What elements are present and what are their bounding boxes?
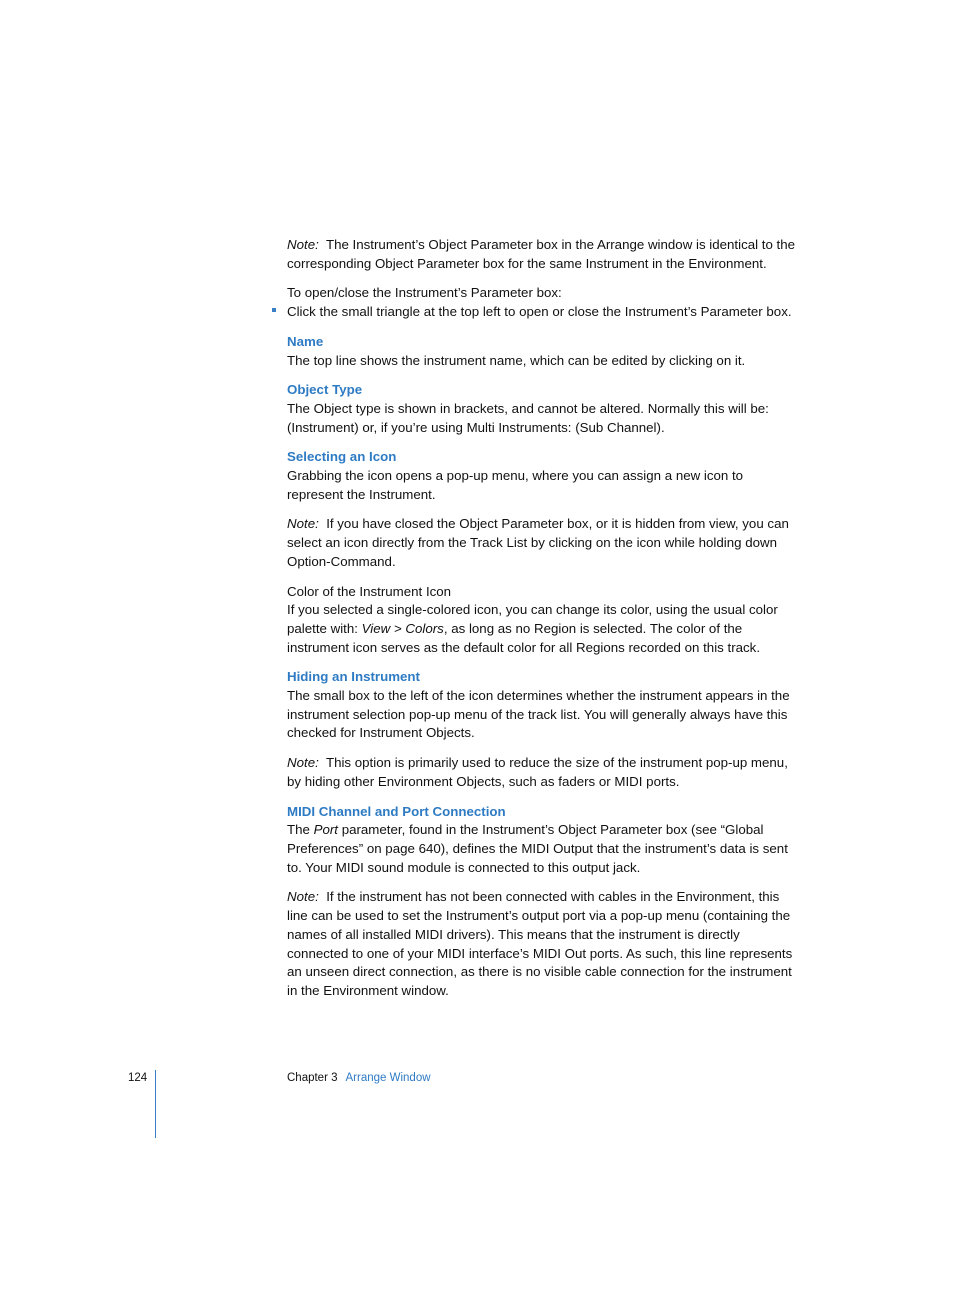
midi-text-before: The xyxy=(287,822,314,838)
chapter-title: Arrange Window xyxy=(345,1072,431,1084)
section-heading-selecting-icon: Selecting an Icon xyxy=(287,449,397,465)
name-paragraph: The top line shows the instrument name, which can be edited by clicking on it. xyxy=(287,352,746,368)
color-subheading: Color of the Instrument Icon xyxy=(287,583,452,599)
color-text-after: , as long as no Region is selected. The color of the instrument icon serves as the default color for all Regions recorded on this track. xyxy=(287,620,761,655)
bullet-square-icon xyxy=(272,308,276,312)
section-heading-object-type: Object Type xyxy=(287,382,363,398)
section-heading-midi-channel: MIDI Channel and Port Connection xyxy=(287,803,506,819)
color-paragraph xyxy=(287,601,799,657)
section-heading-hiding-instrument: Hiding an Instrument xyxy=(287,669,420,685)
midi-param-name: Port xyxy=(313,822,338,838)
page-content xyxy=(287,236,799,1012)
icon-paragraph: Grabbing the icon opens a pop-up menu, where you can assign a new icon to represent the Instrument. xyxy=(287,468,744,502)
midi-text-after: parameter, found in the Instrument’s Object Parameter box (see “Global Preferences” on page 640), defines the MIDI Output that the instrument’s data is sent to. Your MIDI sound module is connected to this output jack. xyxy=(287,822,788,875)
note-text: If the instrument has not been connected with cables in the Environment, this line can be used to set the Instrument’s output port via a pop-up menu (containing the names of all installed MIDI drivers). This means that the instrument is directly connected to one of your MIDI interface’s MIDI Out ports. As such, this line represents an unseen direct connection, as there is no visible cable connection for the instrument in the Environment window. xyxy=(287,889,793,998)
icon-note-paragraph xyxy=(287,515,799,571)
color-menu-path: View > Colors xyxy=(361,620,444,636)
footer-chapter xyxy=(287,1070,431,1086)
note-text: This option is primarily used to reduce the size of the instrument pop-up menu, by hiding other Environment Objects, such as faders or MIDI ports. xyxy=(287,755,788,789)
hiding-paragraph: The small box to the left of the icon determines whether the instrument appears in the instrument selection pop-up menu of the track list. You will generally always have this checked for Instrument Objects. xyxy=(287,688,790,741)
note-label: Note: xyxy=(287,755,319,771)
footer-divider xyxy=(155,1070,156,1138)
color-text-before: If you selected a single-colored icon, you can change its color, using the usual color palette with: xyxy=(287,602,778,636)
bullet-item xyxy=(287,303,799,322)
bullet-text: Click the small triangle at the top left to open or close the Instrument’s Parameter box. xyxy=(287,304,792,320)
hiding-note-paragraph xyxy=(287,754,799,791)
instruction-heading: To open/close the Instrument’s Parameter box: xyxy=(287,285,562,301)
note-label: Note: xyxy=(287,889,319,905)
note-paragraph xyxy=(287,236,799,273)
note-label: Note: xyxy=(287,237,319,252)
midi-paragraph xyxy=(287,821,799,877)
note-text: If you have closed the Object Parameter box, or it is hidden from view, you can select an icon directly from the Track List by clicking on the icon while holding down Option-Command. xyxy=(287,516,789,569)
chapter-label: Chapter 3 xyxy=(287,1072,338,1084)
midi-note-paragraph xyxy=(287,888,799,1000)
note-text: The Instrument’s Object Parameter box in the Arrange window is identical to the corresponding Object Parameter box for the same Instrument in the Environment. xyxy=(287,237,796,271)
note-label: Note: xyxy=(287,516,319,532)
section-heading-name: Name xyxy=(287,333,324,349)
object-type-paragraph: The Object type is shown in brackets, and cannot be altered. Normally this will be: (Instrument) or, if you’re using Multi Instruments: (Sub Channel). xyxy=(287,400,769,435)
page-number: 124 xyxy=(128,1072,148,1084)
